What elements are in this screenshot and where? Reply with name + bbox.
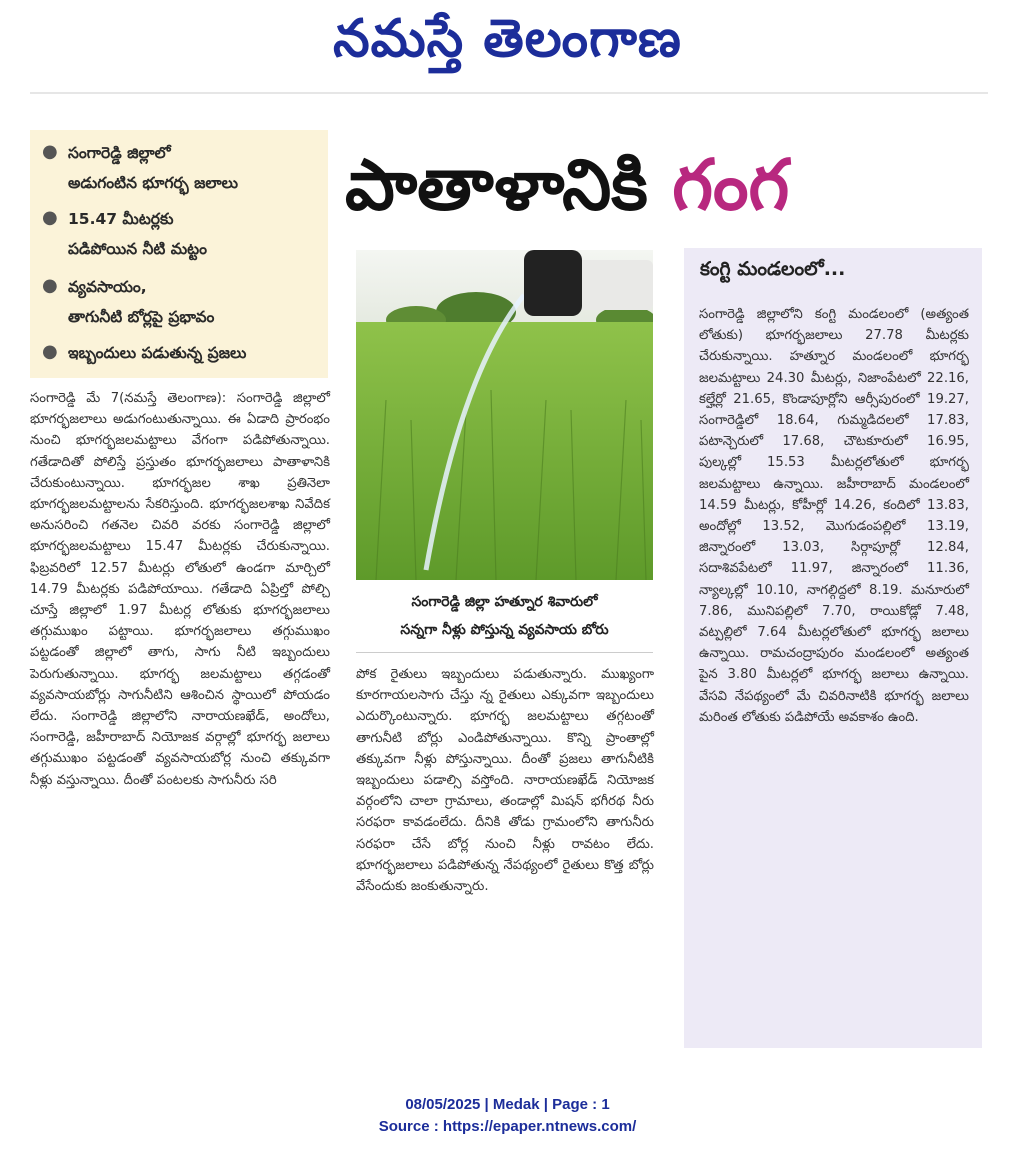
headline-part-2: గంగ xyxy=(672,143,790,226)
article-column-1: సంగారెడ్డి మే 7(నమస్తే తెలంగాణ): సంగారెడ్డి జిల్లాలో భూగర్భజలాలు అడుగంటుతున్నాయి. ఈ ఏడాది ప్రారంభం నుంచి భూగర్భజలమట్టాలు వేగంగా పడిపోతున్నాయి. గతేడాదితో పోలిస్తే ప్రస్తుతం భూగర్భజలాలు పాతాళానికి చేరుకుంటున్నాయి. భూగర్భజల శాఖ ప్రతినెలా భూగర్భజలమట్టాలను సేకరిస్తుంది. భూగర్భజలశాఖ నివేదిక అనుసరించి గతనెల చివరి వరకు సంగారెడ్డి జిల్లాలో భూగర్భజలమట్టాలు 15.47 మీటర్లకు చేరుకున్నాయి. ఫిబ్రవరిలో 12.57 మీటర్లు లోతులో ఉండగా మార్చిలో 14.79 మీటర్లకు పడిపోయాయి. గతేడాది ఏప్రిల్తో పోల్చి చూస్తే జిల్లాలో 1.97 మీటర్ల లోతుకు భూగర్భజలాలు తగ్గుముఖం పట్టాయి. భూగర్భజలాలు తగ్గుముఖం పట్టడంతో జిల్లాలో తాగు, సాగు నీటి ఇబ్బందులు పెరుగుతున్నాయి. భూగర్భ జలమట్టాలు తగ్గడంతో వ్యవసాయబోర్లు సాగునీటిని ఆశించిన స్థాయిలో పోయడం లేదు. సంగారెడ్డి జిల్లాలోని నారాయణఖేడ్, అందోలు, సంగారెడ్డి, జహీరాబాద్ నియోజక వర్గాల్లో భూగర్భ జలాలు తగ్గుముఖం పట్టడంతో వ్యవసాయబోర్ల నుంచి తక్కువగా నీళ్లు వస్తున్నాయి. దీంతో పంటలకు సాగునీరు సరి xyxy=(30,391,330,788)
sidebar-text: సంగారెడ్డి జిల్లాలోని కంగ్టి మండలంలో (అత్యంత లోతుకు) భూగర్భజలాలు 27.78 మీటర్లకు చేరుకున్నాయి. హత్నూర మండలంలో భూగర్భ జలమట్టాలు 24.30 మీటర్లు, నిజాంపేటలో 22.16, కల్హేర్లో 21.65, కొండాపూర్లోని ఆర్సీపురంలో 19.27, సంగారెడ్డిలో 18.64, గుమ్మడిదలలో 17.83, పటాన్చెరులో 17.68, చౌటకూరులో 16.95, పుల్కల్లో 15.53 మీటర్లలోతులో భూగర్భ జలమట్టాలు ఉన్నాయి. జహీరాబాద్ మండలంలో 14.59 మీటర్లు, కోహీర్లో 14.26, కందిలో 13.83, అందోల్లో 13.52, మొగుడంపల్లిలో 13.19, జిన్నారంలో 13.03, సిర్గాపూర్లో 12.84, సదాశివపేటలో 11.97, జిన్నారంలో 11.36, న్యాల్కల్లో 10.10, నాగల్గిద్దలో 8.19. మనూరులో 7.86, మునిపల్లిలో 7.70, రాయికోడ్లో 7.48, వట్పల్లిలో 7.64 మీటర్లలోతులో భూగర్భ జలాలు ఉన్నాయి. రామచంద్రాపురం మండలంలో అత్యంత పైన 3.80 మీటర్లలో భూగర్భ జలాలు ఉన్నాయి. వేసవి నేపథ్యంలో మే చివరినాటికి భూగర్భ జలాలు మరింత లోతుకు పడిపోయే అవకాశం ఉంది. xyxy=(699,307,969,725)
bullet-icon: ● xyxy=(42,341,58,362)
highlight-item: ● ఇబ్బందులు పడుతున్న ప్రజలు xyxy=(42,341,247,362)
highlight-item: ● సంగారెడ్డి జిల్లాలో అడుగంటిన భూగర్భ జలాలు xyxy=(42,141,239,192)
article-column-2: పోక రైతులు ఇబ్బందులు పడుతున్నారు. ముఖ్యంగా కూరగాయలసాగు చేస్తు న్న రైతులు ఎక్కువగా ఇబ్బందులు ఎదుర్కొంటున్నారు. భూగర్భ జలమట్టాలు తగ్గటంతో తాగునీటి బోర్లు ఎండిపోతున్నాయి. కొన్ని ప్రాంతాల్లో తక్కువగా నీళ్లు పోస్తున్నాయి. దీంతో ప్రజలు తాగునీటికి ఇబ్బందులు పడాల్సి వస్తోంది. నారాయణఖేడ్ నియోజక వర్గంలోని చాలా గ్రామాలు, తండాల్లో మిషన్ భగీరథ నీరు సరఫరా కావడంలేదు. దీనికి తోడు గ్రామంలోని తాగునీరు సరఫరా చేసే బోర్ల నుంచి నీళ్లు రావటం లేదు. భూగర్భజలాలు పడిపోతున్న నేపథ్యంలో రైతులు కొత్త బోర్లు వేసేందుకు జంకుతున్నారు. xyxy=(356,667,654,895)
masthead-logo: నమస్తే తెలంగాణ xyxy=(333,8,682,69)
highlight-item: ● 15.47 మీటర్లకు పడిపోయిన నీటి మట్టం xyxy=(42,207,207,258)
bullet-icon: ● xyxy=(42,207,58,228)
masthead-divider xyxy=(30,92,988,94)
highlight-item: ● వ్యవసాయం, తాగునీటి బోర్లపై ప్రభావం xyxy=(42,275,215,326)
footer-date-page: 08/05/2025 | Medak | Page : 1 xyxy=(405,1096,610,1113)
highlights-box xyxy=(30,130,328,378)
sidebar-title: కంగ్టి మండలంలో... xyxy=(700,258,846,280)
footer-source: Source : https://epaper.ntnews.com/ xyxy=(378,1118,637,1135)
bullet-icon: ● xyxy=(42,275,58,296)
article-headline xyxy=(345,138,985,232)
bullet-icon: ● xyxy=(42,141,58,162)
headline-part-1: పాతాళానికి xyxy=(345,143,648,226)
article-photo xyxy=(356,250,653,580)
photo-caption: సంగారెడ్డి జిల్లా హత్నూర శివారులో సన్నగా నీళ్లు పోస్తున్న వ్యవసాయ బోరు xyxy=(356,584,653,653)
